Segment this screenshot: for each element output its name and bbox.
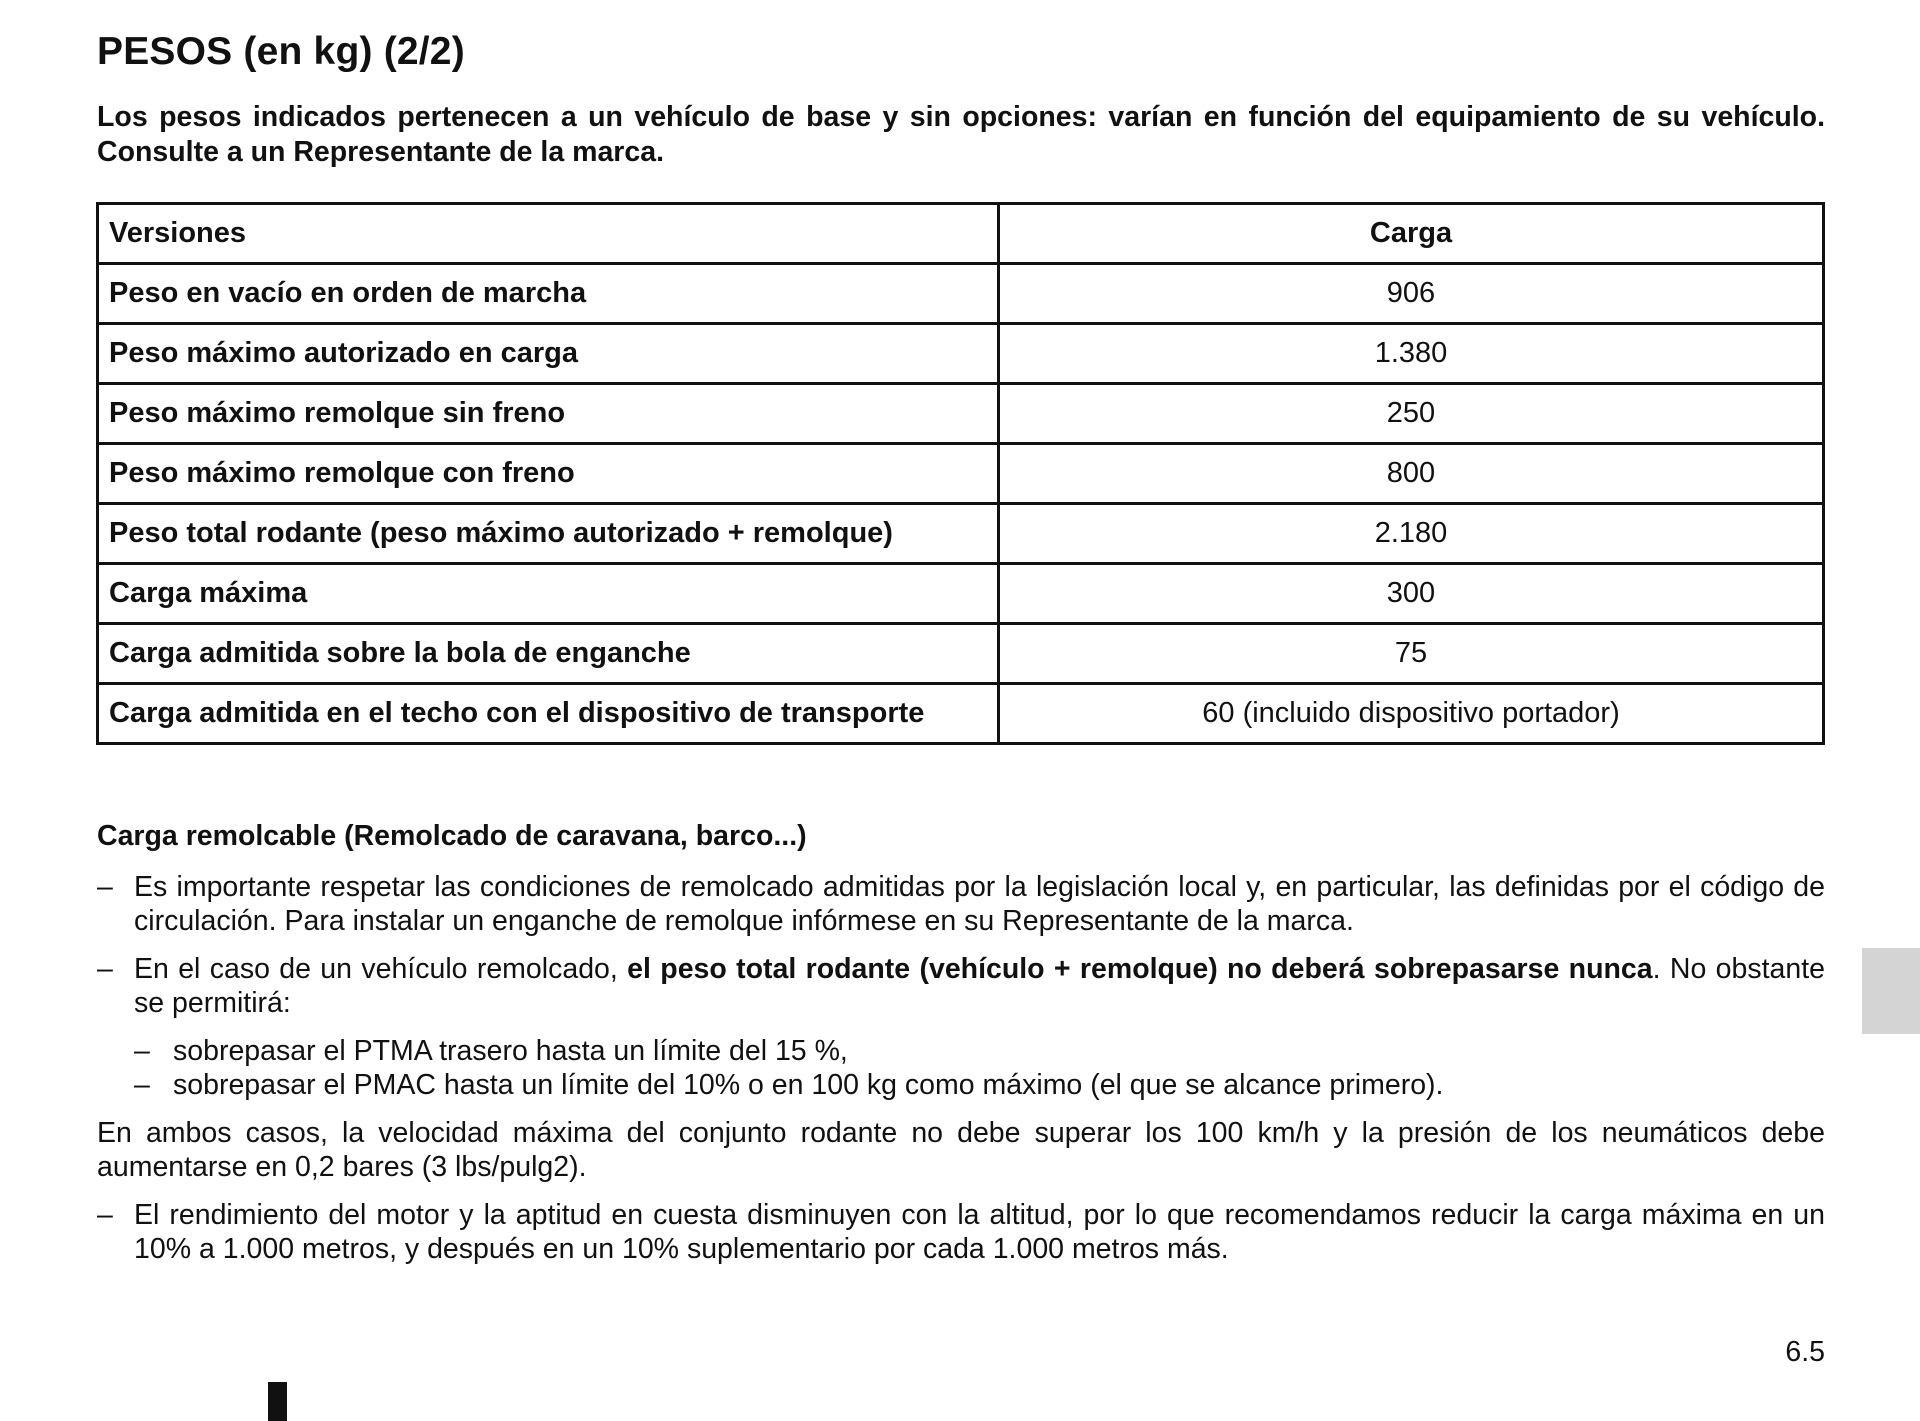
row-value: 250 [999,384,1824,444]
towing-paragraph: En ambos casos, la velocidad máxima del conjunto rodante no debe superar los 100 km/h y la presión de los neumáticos debe aumentarse en 0,2 bares (3 lbs/pulg2). [97,1117,1825,1183]
towing-item-2-text-before: En el caso de un vehículo remolcado, [134,953,628,985]
towing-sub-item-1 [134,1034,1825,1068]
row-label: Peso máximo remolque con freno [98,444,999,504]
towing-item-1-text: Es importante respetar las condiciones de remolcado admitidas por la legislación local y, en particular, las definidas por el código de circulación. Para instalar un enganche de remolque infórmese en su Representante de la marca. [134,871,1825,937]
row-value: 300 [999,564,1824,624]
towing-item-1 [97,870,1825,938]
table-header-row [98,204,1824,264]
page-number: 6.5 [1785,1336,1825,1368]
table-row [98,324,1824,384]
towing-sub-item-1-text: sobrepasar el PTMA trasero hasta un límite del 15 %, [173,1035,848,1067]
towing-item-2-text-after: . No obstante se permitirá: [134,953,1825,1019]
intro-paragraph: Los pesos indicados pertenecen a un vehículo de base y sin opciones: varían en función del equipamiento de su vehículo. Consulte a un Representante de la marca. [97,101,1825,168]
row-label: Carga máxima [98,564,999,624]
table-row [98,384,1824,444]
towing-item-3 [97,1198,1825,1266]
row-value: 906 [999,264,1824,324]
row-label: Peso en vacío en orden de marcha [98,264,999,324]
row-label: Peso total rodante (peso máximo autorizado + remolque) [98,504,999,564]
towing-sub-item-2-text: sobrepasar el PMAC hasta un límite del 10% o en 100 kg como máximo (el que se alcance primero). [173,1069,1444,1101]
table-row [98,624,1824,684]
section-side-tab [1862,948,1920,1034]
row-label: Carga admitida sobre la bola de enganche [98,624,999,684]
towing-item-2-bold: el peso total rodante (vehículo + remolque) no deberá sobrepasarse nunca [627,953,1653,985]
dash-bullet: – [97,1199,113,1231]
dash-bullet: – [134,1035,150,1067]
header-carga: Carga [999,204,1824,264]
dash-bullet: – [97,953,113,985]
towing-item-3-text: El rendimiento del motor y la aptitud en cuesta disminuyen con la altitud, por lo que recomendamos reducir la carga máxima en un 10% a 1.000 metros, y después en un 10% suplementario por cada 1.000 metros más. [134,1199,1825,1265]
towing-heading: Carga remolcable (Remolcado de caravana, barco...) [97,820,807,852]
row-value: 1.380 [999,324,1824,384]
table-row [98,504,1824,564]
header-versiones: Versiones [98,204,999,264]
row-label: Peso máximo autorizado en carga [98,324,999,384]
towing-item-2 [97,952,1825,1020]
row-value: 800 [999,444,1824,504]
row-value: 75 [999,624,1824,684]
dash-bullet: – [97,871,113,903]
page-title: PESOS (en kg) (2/2) [97,30,465,73]
row-label: Carga admitida en el techo con el dispositivo de transporte [98,684,999,744]
table-row [98,564,1824,624]
row-label: Peso máximo remolque sin freno [98,384,999,444]
bottom-margin-mark [268,1382,287,1421]
dash-bullet: – [134,1069,150,1101]
towing-sub-item-2 [134,1068,1825,1102]
weights-table [96,202,1825,745]
table-row [98,264,1824,324]
row-value: 2.180 [999,504,1824,564]
table-row [98,444,1824,504]
table-row [98,684,1824,744]
row-value: 60 (incluido dispositivo portador) [999,684,1824,744]
